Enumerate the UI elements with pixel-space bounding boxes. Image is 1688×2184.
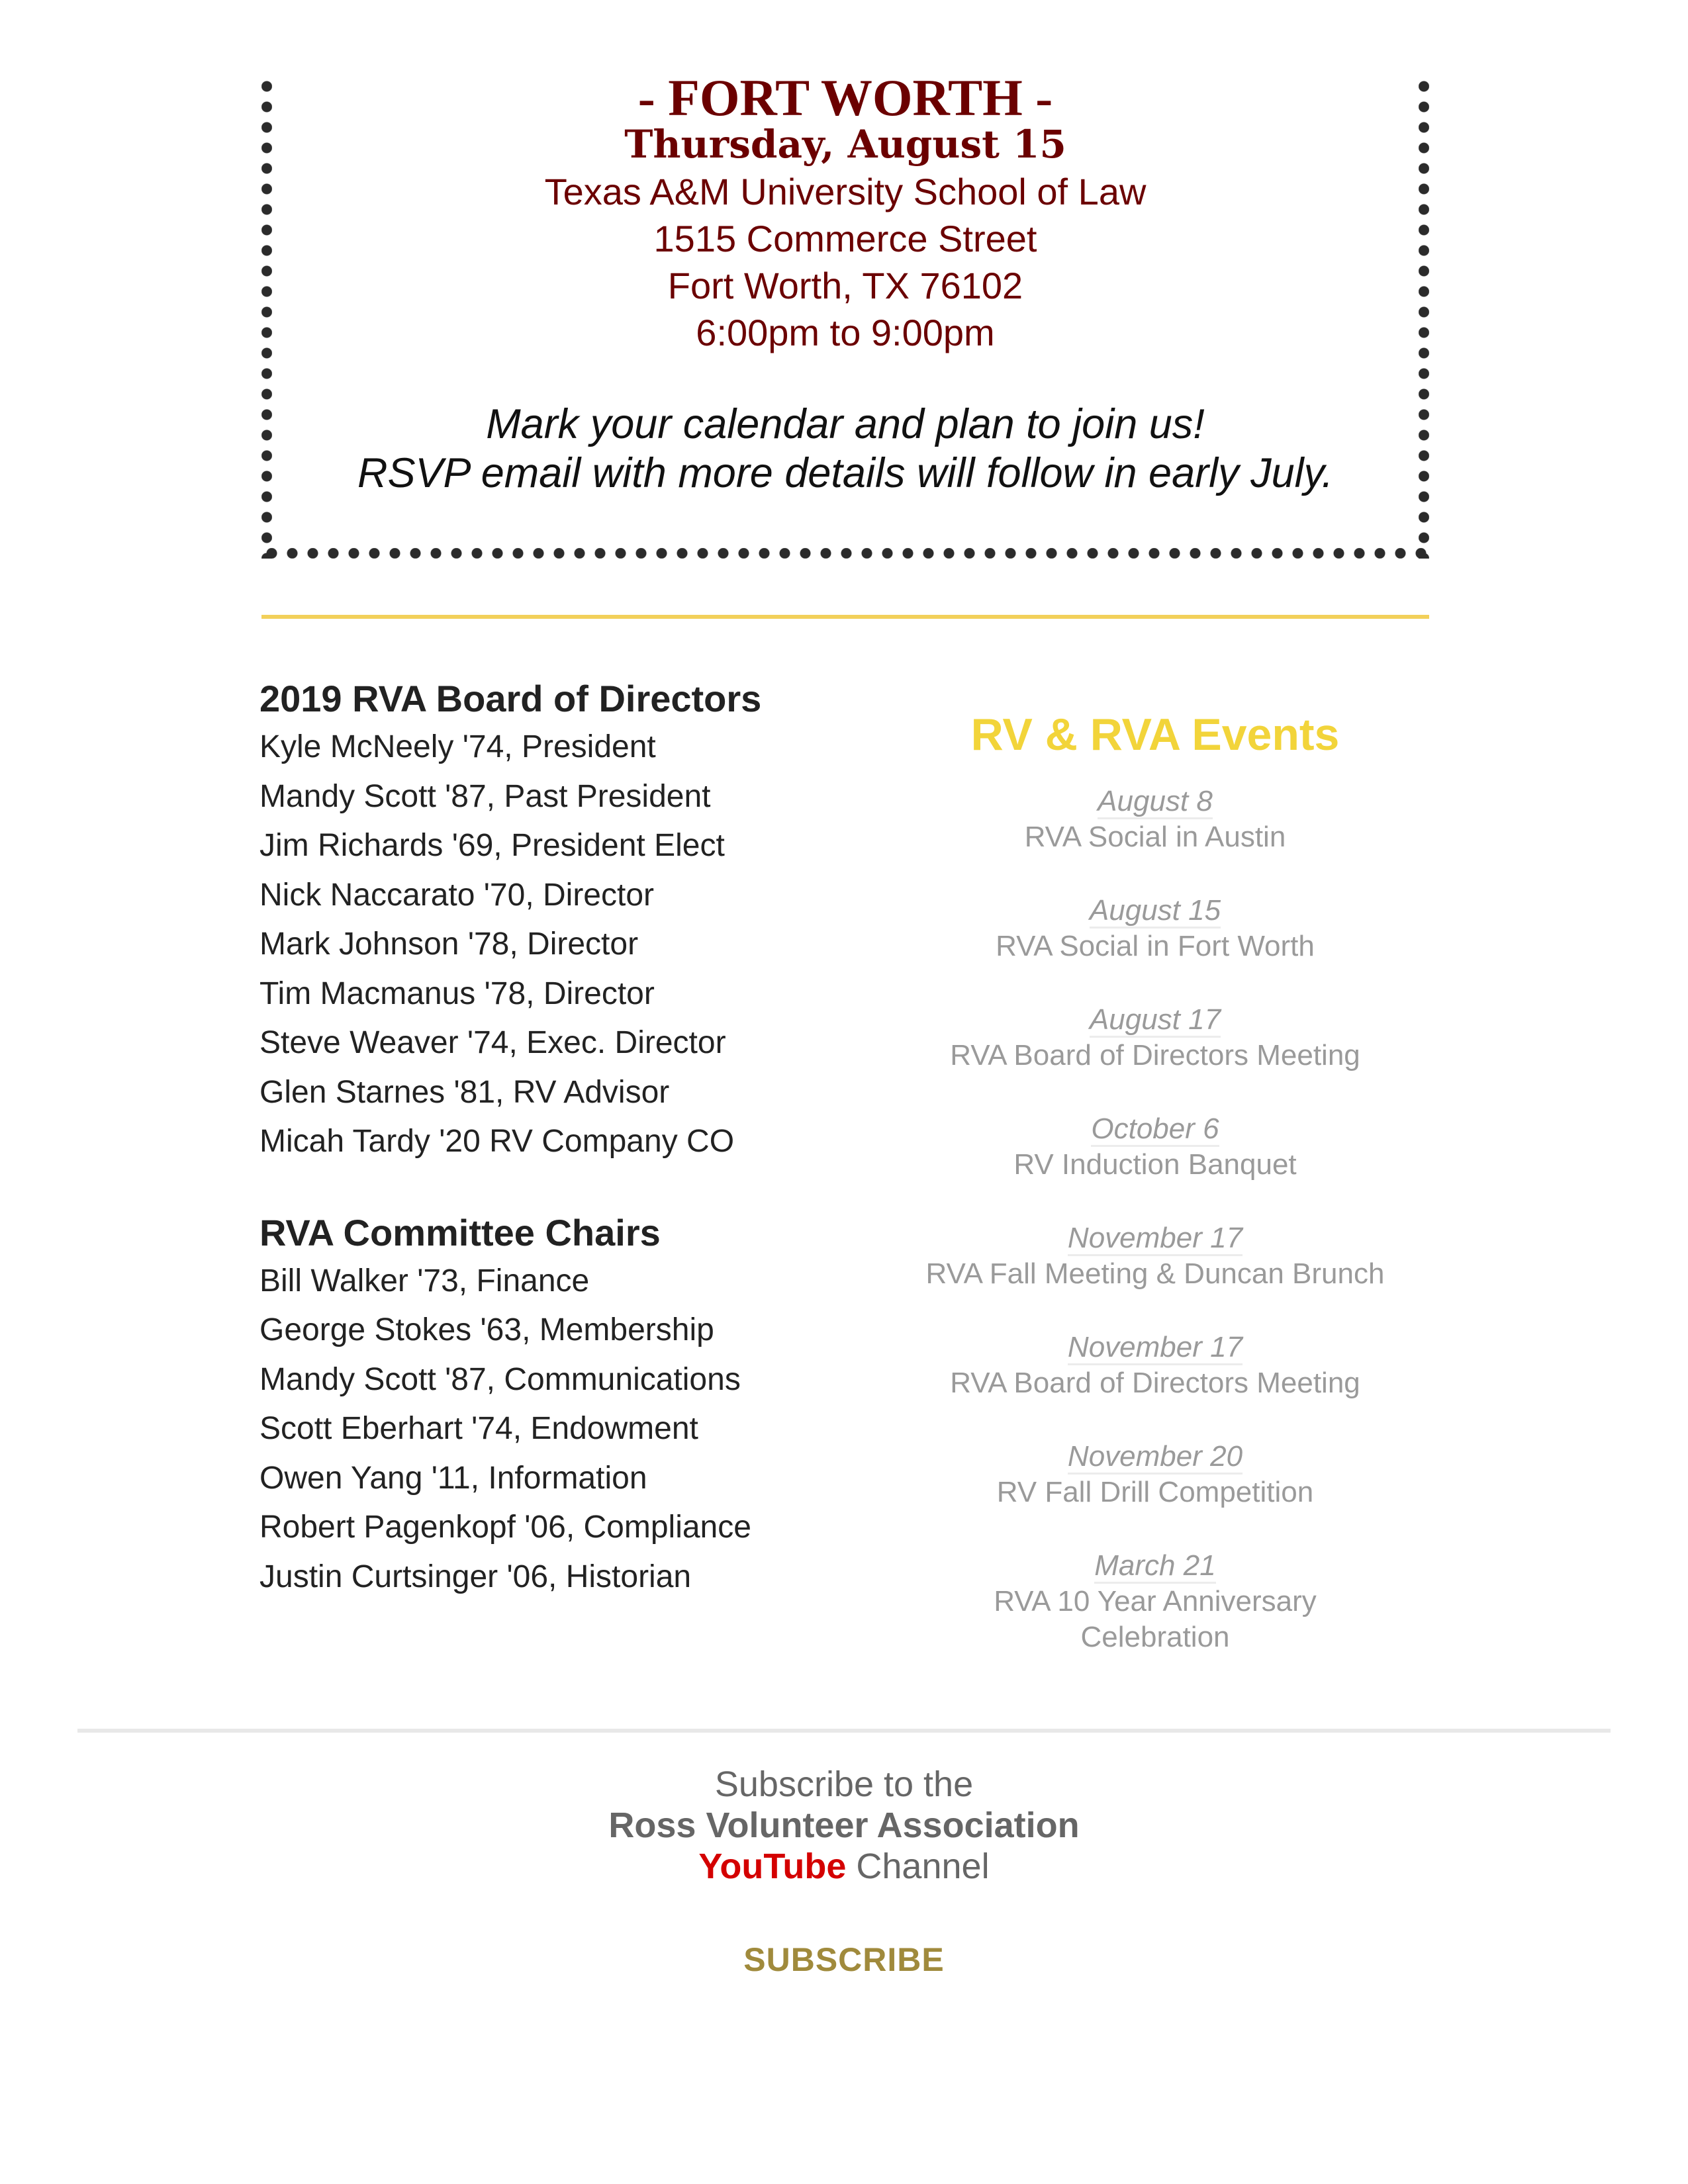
committee-member-list bbox=[259, 1257, 855, 1602]
event-list-item bbox=[880, 1441, 1430, 1510]
event-venue: Texas A&M University School of Law bbox=[544, 171, 1147, 212]
event-name: RV Induction Banquet bbox=[1013, 1148, 1297, 1181]
event-name: RVA Board of Directors Meeting bbox=[950, 1367, 1360, 1399]
committee-member: Bill Walker '73, Finance bbox=[259, 1263, 590, 1298]
event-date-link[interactable]: March 21 bbox=[1094, 1550, 1215, 1584]
events-column bbox=[880, 705, 1430, 1695]
events-heading: RV & RVA Events bbox=[970, 709, 1340, 760]
event-name: RVA Social in Fort Worth bbox=[996, 930, 1315, 962]
board-member: Nick Naccarato '70, Director bbox=[259, 877, 655, 913]
event-note-line-2: RSVP email with more details will follow in early July. bbox=[357, 450, 1333, 496]
board-member-list bbox=[259, 723, 855, 1167]
event-street: 1515 Commerce Street bbox=[653, 218, 1037, 259]
footer-divider bbox=[77, 1729, 1611, 1733]
event-note-line-1: Mark your calendar and plan to join us! bbox=[486, 401, 1205, 447]
event-name: RVA Social in Austin bbox=[1024, 821, 1286, 853]
dotted-border-bottom bbox=[261, 548, 1429, 559]
event-name: RVA 10 Year Anniversary Celebration bbox=[994, 1585, 1317, 1653]
committee-member: Owen Yang '11, Information bbox=[259, 1460, 647, 1496]
committee-member: Scott Eberhart '74, Endowment bbox=[259, 1411, 698, 1446]
youtube-channel-line bbox=[0, 1846, 1688, 1887]
board-member: Kyle McNeely '74, President bbox=[259, 729, 656, 764]
event-note bbox=[261, 400, 1429, 498]
committee-member: George Stokes '63, Membership bbox=[259, 1312, 714, 1347]
event-name: RVA Board of Directors Meeting bbox=[950, 1039, 1360, 1071]
event-time: 6:00pm to 9:00pm bbox=[696, 312, 995, 353]
board-member: Jim Richards '69, President Elect bbox=[259, 828, 725, 863]
event-date-link[interactable]: November 20 bbox=[1068, 1441, 1243, 1475]
event-list-item bbox=[880, 1550, 1430, 1655]
board-member: Glen Starnes '81, RV Advisor bbox=[259, 1074, 670, 1110]
board-member: Micah Tardy '20 RV Company CO bbox=[259, 1124, 735, 1159]
event-city-heading: - FORT WORTH - bbox=[637, 69, 1053, 126]
event-city-state-zip: Fort Worth, TX 76102 bbox=[667, 265, 1023, 306]
event-date-link[interactable]: August 17 bbox=[1090, 1004, 1221, 1038]
subscribe-button[interactable]: SUBSCRIBE bbox=[743, 1941, 945, 1978]
event-list-item bbox=[880, 1004, 1430, 1073]
board-heading: 2019 RVA Board of Directors bbox=[259, 678, 762, 719]
event-details bbox=[261, 71, 1429, 498]
gold-divider bbox=[261, 615, 1429, 619]
event-list-item bbox=[880, 786, 1430, 855]
channel-word: Channel bbox=[856, 1846, 990, 1886]
event-date-link[interactable]: October 6 bbox=[1091, 1113, 1219, 1147]
committee-member: Justin Curtsinger '06, Historian bbox=[259, 1559, 692, 1594]
committee-member: Robert Pagenkopf '06, Compliance bbox=[259, 1510, 751, 1545]
youtube-word: YouTube bbox=[698, 1846, 847, 1886]
board-member: Tim Macmanus '78, Director bbox=[259, 976, 655, 1011]
event-list-item bbox=[880, 1113, 1430, 1183]
event-name: RV Fall Drill Competition bbox=[996, 1476, 1314, 1508]
committee-heading: RVA Committee Chairs bbox=[259, 1211, 661, 1253]
board-member: Mark Johnson '78, Director bbox=[259, 927, 639, 962]
event-name: RVA Fall Meeting & Duncan Brunch bbox=[925, 1257, 1385, 1290]
committee-member: Mandy Scott '87, Communications bbox=[259, 1361, 741, 1397]
event-date-link[interactable]: August 8 bbox=[1098, 786, 1213, 819]
subscribe-intro: Subscribe to the bbox=[714, 1764, 974, 1804]
event-date-link[interactable]: November 17 bbox=[1068, 1332, 1243, 1365]
event-list-item bbox=[880, 1332, 1430, 1401]
leadership-column bbox=[259, 675, 855, 1602]
event-date: Thursday, August 15 bbox=[624, 122, 1066, 167]
board-member: Mandy Scott '87, Past President bbox=[259, 778, 711, 814]
event-list-item bbox=[880, 1222, 1430, 1292]
youtube-subscribe-footer bbox=[0, 1764, 1688, 1979]
board-member: Steve Weaver '74, Exec. Director bbox=[259, 1025, 726, 1060]
event-date-link[interactable]: November 17 bbox=[1068, 1222, 1243, 1256]
event-announcement-box bbox=[261, 71, 1429, 559]
organization-name: Ross Volunteer Association bbox=[608, 1805, 1080, 1845]
event-list-item bbox=[880, 895, 1430, 964]
event-date-link[interactable]: August 15 bbox=[1090, 895, 1221, 929]
